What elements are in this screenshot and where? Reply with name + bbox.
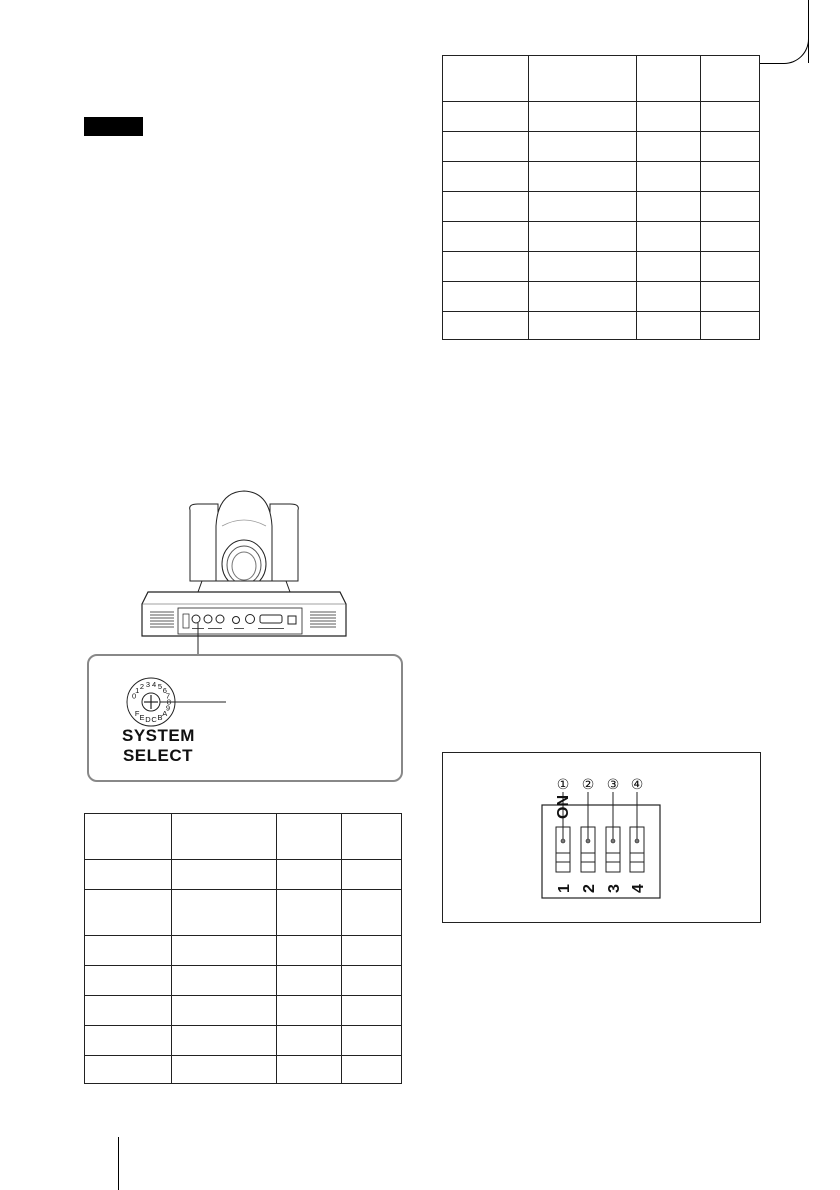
corner-mark-line [808,0,809,63]
dip-switch-number: 2 [581,884,598,893]
dial-digit: 2 [139,681,145,691]
system-select-line2: SELECT [122,746,194,765]
corner-mark-curve [760,38,809,64]
dial-digit: 6 [162,685,167,695]
dip-callout-number: ④ [630,777,644,793]
dial-digit: 3 [145,679,150,689]
bottom-left-table [84,813,402,1084]
dial-digit: 9 [165,703,170,713]
dip-callout-number: ① [556,777,570,793]
dial-digit: E [139,713,145,723]
rotary-switch-illustration [116,668,236,730]
notes-badge [84,117,143,136]
dial-digit: B [157,713,163,723]
dip-switch-number: 4 [630,884,647,893]
system-select-label [122,726,194,766]
dial-digit: 5 [157,681,163,691]
dial-digit: 1 [135,685,140,695]
dip-callout-number: ② [581,777,595,793]
dial-digit: C [151,715,157,725]
page-margin-bar [118,1137,119,1190]
dial-digit: D [145,715,151,725]
system-select-line1: SYSTEM [122,726,195,745]
dip-on-label: ON [555,795,572,819]
dial-digit: 7 [165,691,170,701]
dial-digit: 4 [152,679,157,689]
dip-switch-number: 1 [556,884,573,893]
dial-digit: F [134,709,140,719]
camera-rear-illustration [138,486,350,656]
dip-callout-number: ③ [606,777,620,793]
dip-switch-illustration [530,775,670,905]
dip-switch-number: 3 [606,884,623,893]
top-right-table [442,55,760,340]
dial-digit: 8 [166,697,172,707]
dial-digit: 0 [132,691,137,701]
dial-digit: A [162,709,168,719]
